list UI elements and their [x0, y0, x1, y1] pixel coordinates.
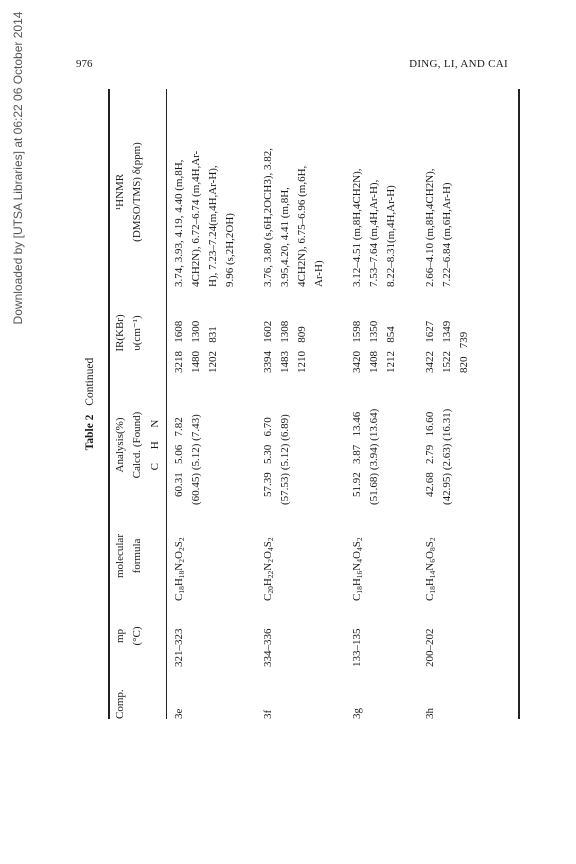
header-ir-unit: υ(cm⁻¹)	[131, 315, 143, 351]
cell-analysis-calcd: 60.31 5.06 7.82	[173, 417, 185, 497]
cell-nmr: 7.53–7.64 (m,4H,Ar-H),	[368, 179, 380, 287]
cell-nmr: 8.22–8.31(m,4H,Ar-H)	[385, 185, 397, 287]
table-label: Table 2	[84, 414, 96, 451]
cell-ir: 3420 1598	[351, 320, 363, 373]
cell-ir: 3218 1608	[173, 320, 185, 373]
header-nmr: ¹HNMR	[114, 173, 126, 211]
running-head: DING, LI, AND CAI	[409, 58, 508, 70]
cell-ir: 1480 1300	[190, 320, 202, 373]
cell-analysis-calcd: 51.92 3.87 13.46	[351, 411, 363, 497]
cell-comp: 3g	[351, 708, 363, 719]
cell-formula: $C_{18}H_{18}N_2O_2S_2$	[173, 537, 186, 601]
cell-ir: 3394 1602	[262, 320, 274, 373]
cell-analysis-found: (42.95) (2.63) (16.31)	[441, 408, 453, 505]
table-2	[70, 89, 525, 719]
cell-nmr: 3.76, 3.80 (s,6H,2OCH3), 3.82,	[262, 147, 274, 287]
cell-analysis-found: (57.53) (5.12) (6.89)	[279, 414, 291, 505]
cell-ir: 820 739	[458, 331, 470, 373]
cell-nmr: 4CH2N), 6.75–6.96 (m,6H,	[296, 165, 308, 287]
header-ir: IR(KBr)	[114, 314, 126, 352]
header-analysis-calcd: Calcd. (Found)	[131, 411, 143, 479]
cell-mp: 334–336	[262, 628, 274, 667]
cell-nmr: 4CH2N), 6.72–6.74 (m,4H,Ar-	[190, 150, 202, 287]
header-formula: molecular	[114, 534, 126, 578]
header-mp: mp	[114, 628, 126, 644]
cell-analysis-found: (51.68) (3.94) (13.64)	[368, 408, 380, 505]
cell-formula: $C_{18}H_{14}N_6O_8S_2$	[424, 537, 437, 601]
download-note: Downloaded by [UTSA Libraries] at 06:22 06 October 2014	[11, 11, 25, 325]
table-caption	[84, 89, 96, 719]
header-formula-2: formula	[131, 538, 143, 574]
cell-ir: 1202 831	[207, 326, 219, 373]
header-nmr-solvent: (DMSO/TMS) δ(ppm)	[131, 142, 143, 242]
cell-formula: $C_{18}H_{16}N_4O_4S_2$	[351, 537, 364, 601]
cell-mp: 321–323	[173, 628, 185, 667]
header-analysis-elements: C H N	[149, 419, 161, 471]
table-header-rule	[166, 89, 167, 719]
download-watermark	[8, 0, 28, 600]
header-analysis: Analysis(%)	[114, 417, 126, 473]
cell-analysis-calcd: 42.68 2.79 16.60	[424, 411, 436, 497]
cell-nmr: 3.12–4.51 (m,8H,4CH2N),	[351, 168, 363, 287]
cell-nmr: H), 7.23–7.24(m,4H,Ar-H),	[207, 165, 219, 287]
cell-nmr: Ar-H)	[313, 260, 325, 287]
cell-nmr: 7.22–6.84 (m,6H,Ar-H)	[441, 182, 453, 287]
table-top-rule	[108, 89, 110, 719]
cell-ir: 3422 1627	[424, 320, 436, 373]
cell-ir: 1212 854	[385, 326, 397, 373]
cell-nmr: 9.96 (s,2H,2OH)	[224, 213, 236, 287]
cell-nmr: 3.74, 3.93, 4.19, 4.40 (m,8H,	[173, 159, 185, 287]
page-number: 976	[76, 58, 93, 70]
table-bottom-rule	[518, 89, 520, 719]
cell-ir: 1210 809	[296, 326, 308, 373]
cell-analysis-found: (60.45) (5.12) (7.43)	[190, 414, 202, 505]
header-comp: Comp.	[114, 689, 126, 719]
cell-nmr: 2.66–4.10 (m,8H,4CH2N),	[424, 168, 436, 287]
cell-analysis-calcd: 57.39 5.30 6.70	[262, 417, 274, 497]
cell-comp: 3h	[424, 708, 436, 719]
cell-ir: 1522 1349	[441, 320, 453, 373]
cell-ir: 1408 1350	[368, 320, 380, 373]
cell-ir: 1483 1308	[279, 320, 291, 373]
cell-comp: 3f	[262, 709, 274, 719]
cell-mp: 200–202	[424, 628, 436, 667]
table-caption-text: Continued	[84, 357, 96, 406]
cell-nmr: 3.95,4.20, 4.41 (m,8H,	[279, 187, 291, 287]
header-mp-unit: (°C)	[131, 626, 143, 646]
cell-mp: 133–135	[351, 628, 363, 667]
cell-comp: 3e	[173, 708, 185, 719]
cell-formula: $C_{20}H_{22}N_2O_4S_2$	[262, 537, 275, 601]
